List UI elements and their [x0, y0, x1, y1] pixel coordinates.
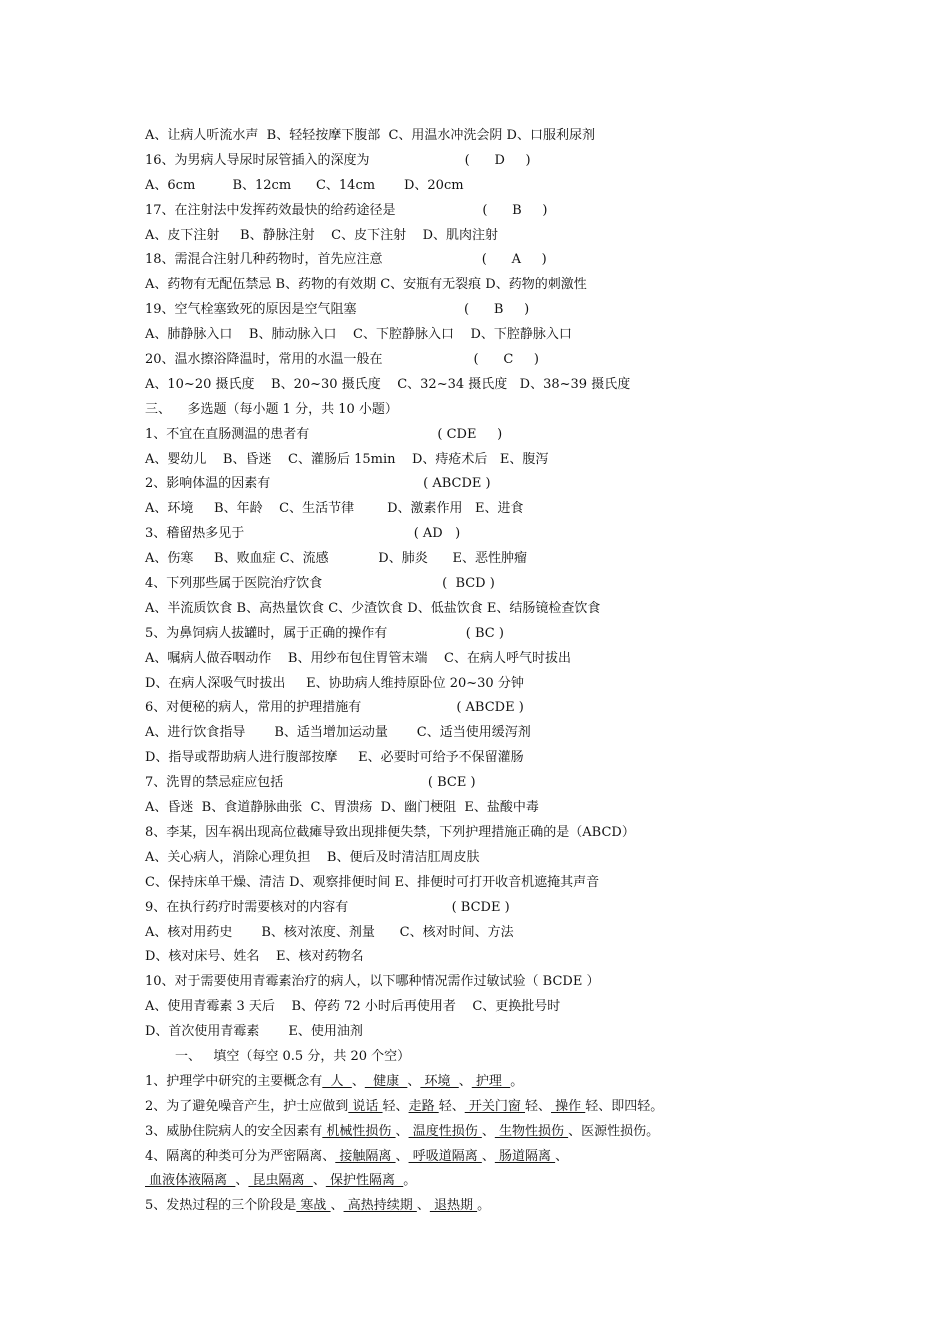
- text-segment: 、: [235, 1173, 249, 1189]
- text-line: A、核对用药史 B、核对浓度、剂量 C、核对时间、方法: [145, 924, 514, 940]
- text-segment: 、: [416, 1198, 430, 1214]
- fill-in-answer: 退热期: [429, 1198, 478, 1214]
- text-line: A、让病人听流水声 B、轻轻按摩下腹部 C、用温水冲洗会阴 D、口服利尿剂: [145, 128, 595, 143]
- fill-in-answer: 人: [322, 1073, 352, 1089]
- fill-in-answer: 寒战: [296, 1198, 331, 1214]
- text-line: A、药物有无配伍禁忌 B、药物的有效期 C、安瓶有无裂痕 D、药物的刺激性: [145, 277, 587, 293]
- text-line: 16、为男病人导尿时尿管插入的深度为 ( D ): [145, 152, 531, 168]
- text-line: A、婴幼儿 B、昏迷 C、灌肠后 15min D、痔疮术后 E、腹泻: [145, 451, 549, 467]
- text-line: A、使用青霉素 3 天后 B、停药 72 小时后再使用者 C、更换批号时: [145, 999, 561, 1015]
- fill-in-answer: 环境: [420, 1073, 459, 1089]
- text-segment: 轻、即四轻。: [585, 1098, 664, 1114]
- text-segment: 、: [312, 1173, 326, 1189]
- text-line: A、关心病人，消除心理负担 B、便后及时清洁肛周皮肤: [145, 849, 480, 865]
- text-segment: 、: [351, 1073, 365, 1089]
- text-line: A、皮下注射 B、静脉注射 C、皮下注射 D、肌肉注射: [145, 227, 499, 243]
- fill-in-answer: 开关门窗: [464, 1098, 525, 1114]
- text-segment: 、: [395, 1148, 409, 1164]
- text-segment: 、: [407, 1073, 421, 1089]
- text-line: 1、不宜在直肠测温的患者有 ( CDE ): [145, 426, 503, 442]
- text-line: 17、在注射法中发挥药效最快的给药途径是 ( B ): [145, 202, 548, 218]
- fill-in-answer: 肠道隔离: [494, 1148, 556, 1164]
- text-line: 5、为鼻饲病人拔罐时，属于正确的操作有 ( BC ): [145, 625, 504, 641]
- text-line: A、6cm B、12cm C、14cm D、20cm: [145, 177, 464, 193]
- text-line: [145, 1070, 845, 1095]
- text-line: [145, 1120, 845, 1145]
- text-segment: 、: [330, 1198, 344, 1214]
- text-segment: 、: [481, 1148, 495, 1164]
- text-line: A、环境 B、年龄 C、生活节律 D、激素作用 E、进食: [145, 501, 524, 517]
- text-line: D、核对床号、姓名 E、核对药物名: [145, 949, 364, 965]
- text-segment: 、: [395, 1123, 409, 1139]
- fill-in-answer: 操作: [551, 1098, 586, 1114]
- text-segment: 1、护理学中研究的主要概念有: [145, 1073, 323, 1089]
- text-line: 7、洗胃的禁忌症应包括 ( BCE ): [145, 775, 476, 791]
- document-body: [145, 124, 845, 1219]
- text-line: A、嘱病人做吞咽动作 B、用纱布包住胃管末端 C、在病人呼气时拔出: [145, 650, 571, 666]
- fill-in-answer: 说话: [348, 1098, 383, 1114]
- text-line: 19、空气栓塞致死的原因是空气阻塞 ( B ): [145, 302, 530, 318]
- text-line: [145, 1145, 845, 1170]
- text-line: 8、李某，因车祸出现高位截瘫导致出现排便失禁，下列护理措施正确的是（ABCD）: [145, 824, 635, 840]
- text-segment: 、: [458, 1073, 472, 1089]
- text-segment: 。: [477, 1198, 491, 1214]
- fill-in-answer: 保护性隔离: [325, 1173, 404, 1189]
- text-line: 20、温水擦浴降温时，常用的水温一般在 ( C ): [145, 352, 539, 368]
- text-line: 一、 填空（每空 0.5 分，共 20 个空）: [175, 1048, 411, 1064]
- text-segment: 3、威胁住院病人的安全因素有: [145, 1123, 323, 1139]
- text-line: C、保持床单干燥、清洁 D、观察排便时间 E、排便时可打开收音机遮掩其声音: [145, 874, 600, 890]
- text-line: 10、对于需要使用青霉素治疗的病人，以下哪种情况需作过敏试验（ BCDE ）: [145, 974, 600, 990]
- text-segment: 。: [510, 1073, 524, 1089]
- fill-in-answer: 接触隔离: [335, 1148, 396, 1164]
- text-line: 4、下列那些属于医院治疗饮食 ( BCD ): [145, 576, 495, 592]
- text-segment: 轻、: [382, 1098, 409, 1114]
- fill-in-answer: 生物性损伤: [494, 1123, 569, 1139]
- text-segment: 、: [555, 1148, 569, 1164]
- text-segment: 4、隔离的种类可分为严密隔离、: [145, 1148, 336, 1164]
- text-line: [145, 1169, 845, 1194]
- fill-in-answer: 血液体液隔离: [145, 1173, 236, 1189]
- text-line: A、半流质饮食 B、高热量饮食 C、少渣饮食 D、低盐饮食 E、结肠镜检查饮食: [145, 600, 601, 616]
- fill-in-answer: 昆虫隔离: [248, 1173, 313, 1189]
- fill-in-answer: 护理: [471, 1073, 511, 1089]
- text-line: [145, 1095, 845, 1120]
- text-line: A、肺静脉入口 B、肺动脉入口 C、下腔静脉入口 D、下腔静脉入口: [145, 327, 572, 343]
- text-segment: 、医源性损伤。: [568, 1123, 660, 1139]
- fill-in-answer: 高热持续期: [343, 1198, 417, 1214]
- text-line: D、在病人深吸气时拔出 E、协助病人维持原卧位 20~30 分钟: [145, 675, 524, 691]
- text-segment: 轻、: [438, 1098, 465, 1114]
- fill-in-answer: 走路: [408, 1098, 439, 1114]
- fill-in-answer: 温度性损伤: [408, 1123, 482, 1139]
- text-segment: 轻、: [524, 1098, 551, 1114]
- text-line: [145, 1194, 845, 1219]
- text-line: 3、稽留热多见于 ( AD ): [145, 526, 461, 542]
- text-line: A、10~20 摄氏度 B、20~30 摄氏度 C、32~34 摄氏度 D、38~39 摄氏度: [145, 376, 631, 392]
- text-segment: 2、为了避免噪音产生，护士应做到: [145, 1098, 349, 1114]
- text-segment: 、: [481, 1123, 495, 1139]
- text-line: D、首次使用青霉素 E、使用油剂: [145, 1024, 363, 1040]
- text-line: A、进行饮食指导 B、适当增加运动量 C、适当使用缓泻剂: [145, 725, 531, 741]
- text-line: 三、 多选题（每小题 1 分，共 10 小题）: [145, 401, 398, 417]
- text-line: 6、对便秘的病人，常用的护理措施有 ( ABCDE ): [145, 700, 524, 716]
- text-segment: 5、发热过程的三个阶段是: [145, 1198, 297, 1214]
- text-line: D、指导或帮助病人进行腹部按摩 E、必要时可给予不保留灌肠: [145, 750, 524, 766]
- text-line: A、伤寒 B、败血症 C、流感 D、肺炎 E、恶性肿瘤: [145, 551, 527, 567]
- text-line: 18、需混合注射几种药物时，首先应注意 ( A ): [145, 252, 547, 268]
- fill-in-answer: 机械性损伤: [322, 1123, 396, 1139]
- text-line: 9、在执行药疗时需要核对的内容有 ( BCDE ): [145, 899, 510, 915]
- text-line: A、昏迷 B、食道静脉曲张 C、胃溃疡 D、幽门梗阻 E、盐酸中毒: [145, 800, 539, 816]
- text-line: 2、影响体温的因素有 ( ABCDE ): [145, 476, 491, 492]
- text-segment: 。: [403, 1173, 417, 1189]
- fill-in-answer: 呼吸道隔离: [408, 1148, 482, 1164]
- fill-in-answer: 健康: [364, 1073, 408, 1089]
